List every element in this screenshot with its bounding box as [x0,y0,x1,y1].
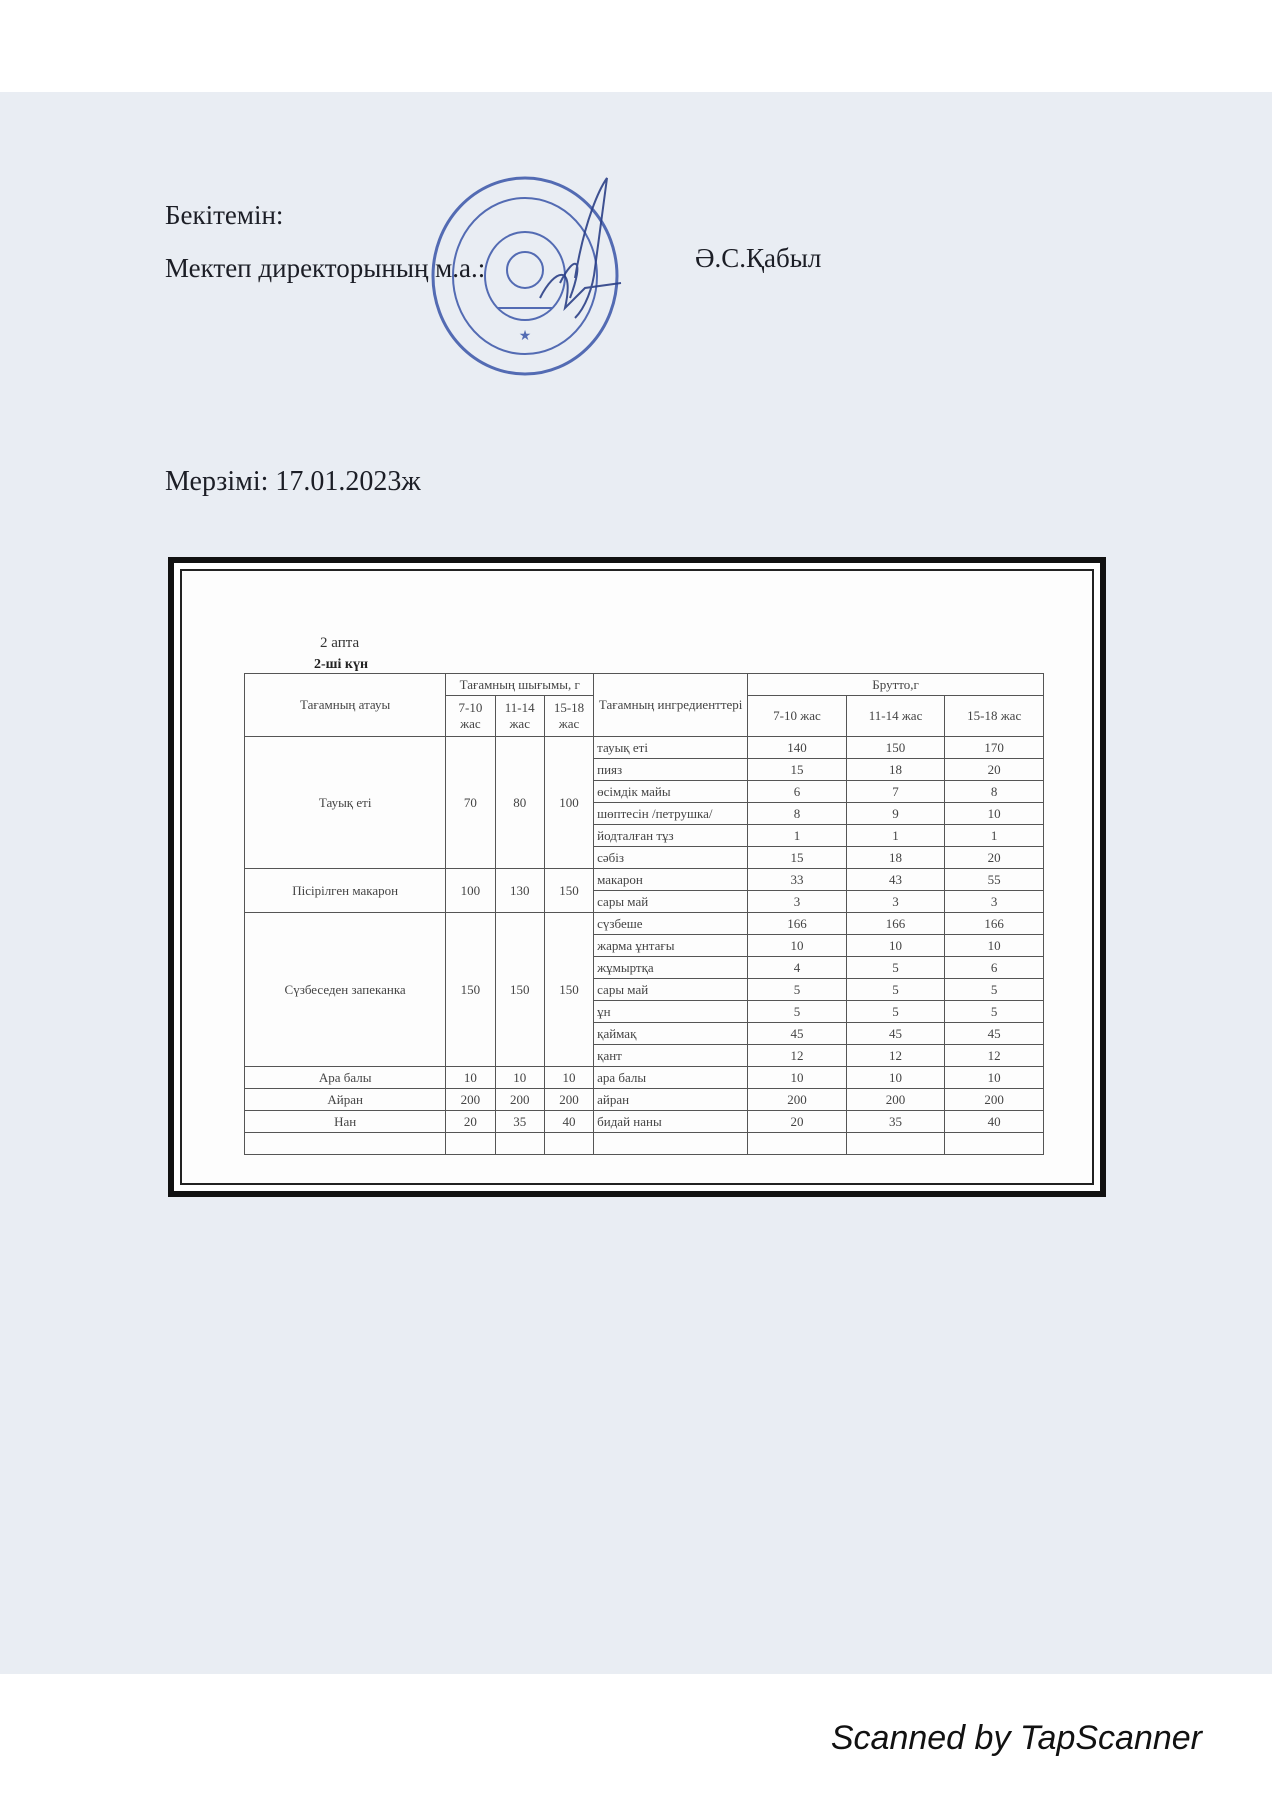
dish-output-value: 150 [446,913,495,1067]
empty-cell [446,1133,495,1155]
brutto-value: 18 [846,759,945,781]
brutto-value: 10 [748,935,847,957]
header-output-age-15-18: 15-18 жас [544,696,593,737]
table-row [245,1111,1044,1133]
svg-text:★: ★ [518,328,532,344]
empty-cell [594,1133,748,1155]
brutto-value: 10 [748,1067,847,1089]
brutto-value: 55 [945,869,1044,891]
header-brutto-age-15-18: 15-18 жас [945,696,1044,737]
dish-output-value: 10 [544,1067,593,1089]
brutto-value: 1 [748,825,847,847]
brutto-value: 12 [846,1045,945,1067]
brutto-value: 200 [748,1089,847,1111]
ingredient-name: өсімдік майы [594,781,748,803]
header-brutto-age-7-10: 7-10 жас [748,696,847,737]
brutto-value: 5 [945,979,1044,1001]
table-row [245,913,1044,935]
ingredient-name: сары май [594,891,748,913]
header-brutto: Брутто,г [748,674,1044,696]
brutto-value: 5 [748,1001,847,1023]
brutto-value: 166 [945,913,1044,935]
brutto-value: 20 [748,1111,847,1133]
brutto-value: 7 [846,781,945,803]
brutto-value: 5 [846,957,945,979]
table-row [245,1067,1044,1089]
brutto-value: 170 [945,737,1044,759]
brutto-value: 35 [846,1111,945,1133]
menu-frame [168,557,1106,1197]
ingredient-name: ара балы [594,1067,748,1089]
brutto-value: 10 [945,1067,1044,1089]
brutto-value: 15 [748,759,847,781]
dish-output-value: 80 [495,737,544,869]
dish-name: Пісірілген макарон [245,869,446,913]
dish-output-value: 150 [544,913,593,1067]
brutto-value: 140 [748,737,847,759]
ingredient-name: жұмыртқа [594,957,748,979]
brutto-value: 45 [945,1023,1044,1045]
dish-output-value: 200 [544,1089,593,1111]
brutto-value: 5 [945,1001,1044,1023]
brutto-value: 20 [945,759,1044,781]
ingredient-name: сәбіз [594,847,748,869]
empty-row [245,1133,1044,1155]
header-brutto-age-11-14: 11-14 жас [846,696,945,737]
brutto-value: 10 [945,935,1044,957]
dish-name: Нан [245,1111,446,1133]
brutto-value: 45 [748,1023,847,1045]
header-output-age-11-14: 11-14 жас [495,696,544,737]
dish-output-value: 35 [495,1111,544,1133]
brutto-value: 166 [846,913,945,935]
brutto-value: 33 [748,869,847,891]
ingredient-name: шөптесін /петрушка/ [594,803,748,825]
director-label: Мектеп директорының м.а.: [165,253,486,283]
brutto-value: 40 [945,1111,1044,1133]
brutto-value: 9 [846,803,945,825]
menu-table-body [245,737,1044,1155]
brutto-value: 4 [748,957,847,979]
ingredient-name: ұн [594,1001,748,1023]
dish-output-value: 20 [446,1111,495,1133]
ingredient-name: йодталған тұз [594,825,748,847]
empty-cell [846,1133,945,1155]
ingredient-name: қант [594,1045,748,1067]
approve-label: Бекітемін: [165,200,284,230]
ingredient-name: тауық еті [594,737,748,759]
header-output-age-7-10: 7-10 жас [446,696,495,737]
dish-output-value: 100 [544,737,593,869]
week-label: 2 апта [320,635,360,651]
brutto-value: 8 [945,781,1044,803]
brutto-value: 10 [846,935,945,957]
dish-output-value: 200 [495,1089,544,1111]
empty-cell [945,1133,1044,1155]
dish-name: Тауық еті [245,737,446,869]
ingredient-name: бидай наны [594,1111,748,1133]
brutto-value: 3 [748,891,847,913]
dish-output-value: 10 [495,1067,544,1089]
dish-output-value: 10 [446,1067,495,1089]
dish-output-value: 200 [446,1089,495,1111]
header-dish-name: Тағамның атауы [245,674,446,737]
table-row [245,1089,1044,1111]
official-stamp-icon [425,158,645,388]
brutto-value: 6 [748,781,847,803]
brutto-value: 200 [945,1089,1044,1111]
ingredient-name: айран [594,1089,748,1111]
ingredient-name: макарон [594,869,748,891]
empty-cell [748,1133,847,1155]
ingredient-name: пияз [594,759,748,781]
brutto-value: 3 [945,891,1044,913]
brutto-value: 1 [945,825,1044,847]
dish-name: Айран [245,1089,446,1111]
ingredient-name: сары май [594,979,748,1001]
empty-cell [245,1133,446,1155]
brutto-value: 15 [748,847,847,869]
date-line: Мерзімі: 17.01.2023ж [165,466,421,497]
menu-table [244,673,1044,1155]
dish-output-value: 40 [544,1111,593,1133]
empty-cell [544,1133,593,1155]
scanner-watermark: Scanned by TapScanner [830,1719,1202,1757]
brutto-value: 5 [846,979,945,1001]
header-ingredients: Тағамның ингредиенттері [594,674,748,737]
empty-cell [495,1133,544,1155]
brutto-value: 20 [945,847,1044,869]
table-row [245,737,1044,759]
ingredient-name: қаймақ [594,1023,748,1045]
table-row [245,869,1044,891]
dish-output-value: 150 [544,869,593,913]
brutto-value: 150 [846,737,945,759]
dish-output-value: 70 [446,737,495,869]
brutto-value: 166 [748,913,847,935]
dish-name: Ара балы [245,1067,446,1089]
day-label: 2-ші күн [314,657,369,672]
brutto-value: 43 [846,869,945,891]
brutto-value: 200 [846,1089,945,1111]
brutto-value: 6 [945,957,1044,979]
ingredient-name: сүзбеше [594,913,748,935]
dish-output-value: 150 [495,913,544,1067]
brutto-value: 10 [945,803,1044,825]
brutto-value: 1 [846,825,945,847]
header-dish-output: Тағамның шығымы, г [446,674,594,696]
ingredient-name: жарма ұнтағы [594,935,748,957]
brutto-value: 8 [748,803,847,825]
dish-output-value: 100 [446,869,495,913]
brutto-value: 3 [846,891,945,913]
dish-name: Сүзбеседен запеканка [245,913,446,1067]
dish-output-value: 130 [495,869,544,913]
brutto-value: 5 [748,979,847,1001]
brutto-value: 12 [945,1045,1044,1067]
brutto-value: 12 [748,1045,847,1067]
brutto-value: 45 [846,1023,945,1045]
brutto-value: 10 [846,1067,945,1089]
brutto-value: 18 [846,847,945,869]
brutto-value: 5 [846,1001,945,1023]
director-name: Ә.С.Қабыл [695,243,822,273]
